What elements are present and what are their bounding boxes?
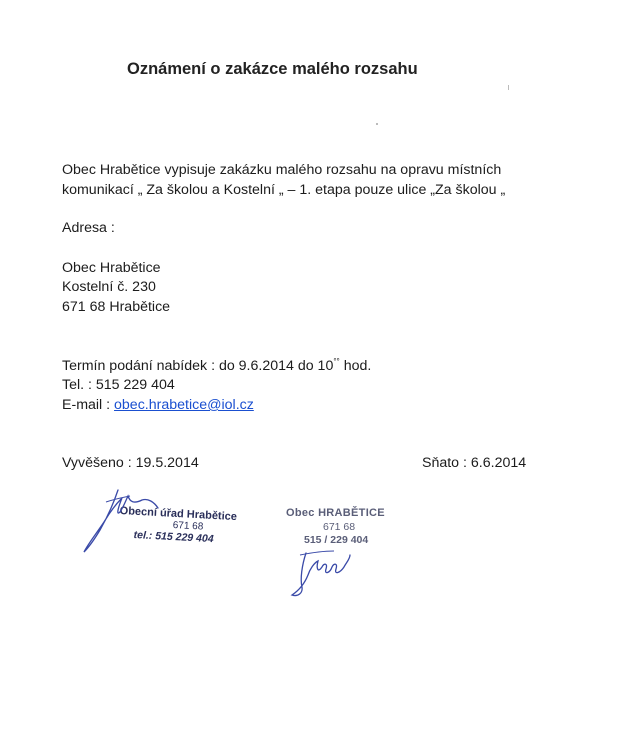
- signature-stroke: [300, 551, 334, 555]
- deadline-text: Termín podání nabídek : do 9.6.2014 do 10: [62, 358, 334, 374]
- intro-line-2: komunikací „ Za školou a Kostelní „ – 1. etapa pouze ulice „Za školou „: [62, 182, 506, 198]
- removed-date: Sňato : 6.6.2014: [422, 455, 527, 471]
- address-line-1: Obec Hrabětice: [62, 260, 161, 276]
- deadline-suffix: hod.: [339, 358, 372, 374]
- signature-left: [78, 482, 158, 562]
- municipality-stamp-phone: 515 / 229 404: [304, 534, 369, 546]
- address-line-3: 671 68 Hrabětice: [62, 299, 171, 315]
- phone-line: Tel. : 515 229 404: [62, 377, 175, 393]
- posted-date: Vyvěšeno : 19.5.2014: [62, 455, 199, 471]
- address-line-2: Kostelní č. 230: [62, 279, 156, 295]
- deadline-minutes: °°: [333, 357, 340, 366]
- municipality-stamp-zip: 671 68: [323, 521, 356, 533]
- deadline-line: [62, 357, 371, 374]
- municipality-stamp-name: Obec HRABĚTICE: [286, 507, 385, 519]
- address-label: Adresa :: [62, 220, 115, 236]
- scan-speck: [508, 85, 509, 90]
- signature-stroke: [84, 490, 158, 552]
- email-line: [62, 397, 254, 413]
- signature-stroke: [292, 553, 350, 596]
- document-title: Oznámení o zakázce malého rozsahu: [127, 60, 418, 78]
- email-link[interactable]: obec.hrabetice@iol.cz: [114, 397, 254, 413]
- email-label: E-mail :: [62, 397, 115, 413]
- office-stamp-zip: 671 68: [172, 520, 204, 533]
- scan-speck: [376, 123, 378, 125]
- office-stamp-phone: tel.: 515 229 404: [133, 529, 214, 546]
- intro-line-1: Obec Hrabětice vypisuje zakázku malého rozsahu na opravu místních: [62, 162, 502, 178]
- signature-right: [288, 545, 368, 605]
- office-stamp-name: Obecní úřad Hrabětice: [119, 505, 238, 524]
